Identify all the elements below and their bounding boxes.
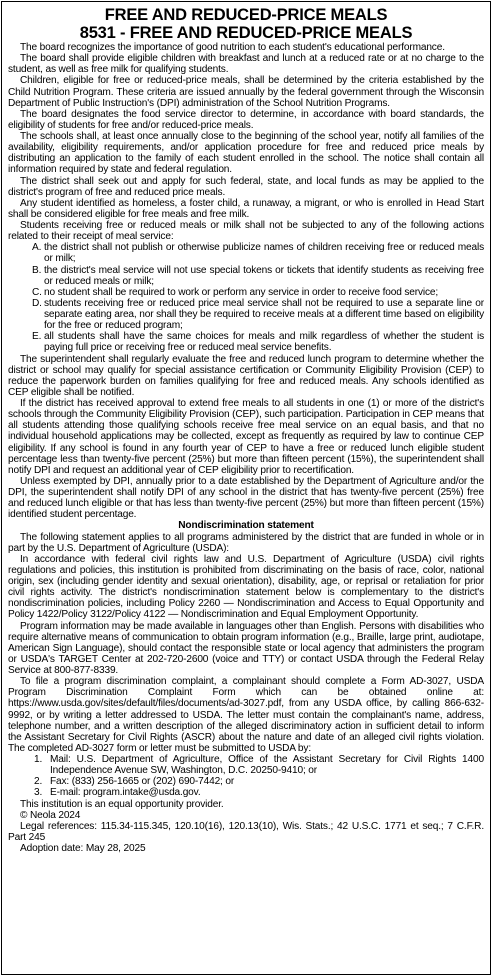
adoption-date: Adoption date: May 28, 2025	[20, 843, 146, 854]
paragraph: The schools shall, at least once annually close to the beginning of the school year, notify all families of the availability, eligibility requirements, and/or application procedure for free and reduced price meals by distributing an application to the family of each student enrolled in the school. The notice shall contain all information required by state and federal regulation.	[8, 131, 484, 176]
notice-body	[8, 42, 484, 854]
list-item-label: E.	[32, 331, 42, 343]
paragraph: The superintendent shall regularly evaluate the free and reduced lunch program to determine whether the district or school may qualify for special assistance certification or Community Eligibility Provision (CEP) to reduce the paperwork burden on families qualifying for free and reduced meals. Any schools identified as CEP eligible shall be notified.	[8, 353, 484, 398]
equal-opportunity-statement: This institution is an equal opportunity provider.	[20, 798, 224, 810]
list-item-label: B.	[32, 264, 42, 276]
paragraph: Students receiving free or reduced meals or milk shall not be subjected to any of the following actions related to their receipt of meal service:	[8, 220, 484, 243]
paragraph-group-2	[8, 354, 484, 521]
list-item	[34, 787, 484, 798]
list-item-text: the district shall not publish or otherwise publicize names of children receiving free or reduced meals or milk;	[44, 242, 484, 265]
paragraph: Any student identified as homeless, a foster child, a runaway, a migrant, or who is enrolled in Head Start shall be considered eligible for free meals and free milk.	[8, 197, 484, 220]
list-item-text: Fax: (833) 256-1665 or (202) 690-7442; or	[50, 776, 235, 788]
policy-title: 8531 - FREE AND REDUCED-PRICE MEALS	[79, 24, 413, 42]
paragraph: To file a program discrimination complaint, a complainant should complete a Form AD-3027, USDA Program Discrimination Complaint Form which can be obtained online at: https://www.usda.gov/sites/default/files/documents/ad-3027.pdf, from any USDA office, by calling 866-632-9992, or by writing a letter addressed to USDA. The letter must contain the complainant's name, address, telephone number, and a written description of the alleged discriminatory action in sufficient detail to inform the Assistant Secretary for Civil Rights (ASCR) about the nature and date of an alleged civil rights violation. The completed AD-3027 form or letter must be submitted to USDA by:	[8, 676, 484, 754]
paragraph: Program information may be made available in languages other than English. Persons with disabilities who require alternative means of communication to obtain program information (e.g., Braille, large print, audiotape, American Sign Language), should contact the responsible state or local agency that administers the program or USDA's TARGET Center at 202-720-2600 (voice and TTY) or contact USDA through the Federal Relay Service at 800-877-8339.	[8, 620, 484, 676]
list-item-text: E-mail: program.intake@usda.gov.	[50, 787, 201, 799]
list-item	[32, 265, 484, 287]
list-item-text: students receiving free or reduced price meal service shall not be required to use a separate line or separate eating area, nor shall they be required to receive meals at a different time based on eligibility for the free or reduced program;	[44, 297, 484, 332]
paragraph: The board designates the food service director to determine, in accordance with board standards, the eligibility of students for free and/or reduced-price meals.	[8, 108, 484, 131]
nondiscrimination-heading: Nondiscrimination statement	[178, 520, 314, 532]
paragraph-group-1	[8, 42, 484, 242]
copyright: © Neola 2024	[20, 809, 81, 821]
paragraph: The district shall seek out and apply for such federal, state, and local funds as may be applied to the district's program of free and reduced price meals.	[8, 175, 484, 198]
list-item-label: 1.	[34, 754, 43, 765]
paragraph: Children, eligible for free or reduced-price meals, shall be determined by the criteria established by the Child Nutrition Program. These criteria are issued annually by the federal government through the Wisconsin Department of Public Instruction's (DPI) administration of the School Nutrition Programs.	[8, 75, 484, 109]
list-item	[32, 331, 484, 353]
list-item	[32, 287, 484, 298]
paragraph-group-3	[8, 532, 484, 755]
list-item-text: Mail: U.S. Department of Agriculture, Office of the Assistant Secretary for Civil Rights 1400 Independence Avenue SW, Washington, D.C. 20250-9410; or	[50, 754, 484, 777]
list-item-label: 3.	[34, 787, 43, 799]
actions-list	[8, 242, 484, 353]
list-item	[32, 298, 484, 331]
legal-references: Legal references: 115.34-115.345, 120.10(16), 120.13(10), Wis. Stats.; 42 U.S.C. 1771 et seq.; 7 C.F.R. Part 245	[8, 820, 484, 843]
paragraph: If the district has received approval to extend free meals to all students in one (1) or more of the district's schools through the Community Eligibility Provision (CEP), such participation. Participation in CEP means that all students attending those qualifying schools receive free meal service on an equal basis, and that no individual household applications may be collected, except as frequently as required by law to continue CEP eligibility. If any school is found in any fourth year of CEP to have a free or reduced lunch eligible student percentage less than twenty-five percent (25%) but more than fifteen percent (15%), the superintendent shall notify DPI and request an additional year of CEP eligibility prior to recertification.	[8, 398, 484, 476]
list-item-label: D.	[32, 297, 42, 309]
legal-notice	[1, 1, 491, 975]
list-item-label: 2.	[34, 776, 43, 788]
list-item-text: no student shall be required to work or perform any service in order to receive food service;	[44, 286, 439, 298]
paragraph: The following statement applies to all programs administered by the district that are funded in whole or in part by the U.S. Department of Agriculture (USDA):	[8, 531, 484, 554]
paragraph: Unless exempted by DPI, annually prior to a date established by the Department of Agriculture and/or the DPI, the superintendent shall notify DPI of any school in the district that has twenty-five percent (25%) free and reduced lunch eligible or that has less than twenty-five percent (25%) but more than fifteen percent (15%) identified student percentage.	[8, 475, 484, 521]
list-item	[34, 754, 484, 776]
list-item-text: all students shall have the same choices for meals and milk regardless of whether the student is paying full price or receiving free or reduced meal service benefits.	[44, 331, 484, 354]
list-item	[32, 242, 484, 264]
paragraph: In accordance with federal civil rights law and U.S. Department of Agriculture (USDA) civil rights regulations and policies, this institution is prohibited from discriminating on the basis of race, color, national origin, sex (including gender identity and sexual orientation), disability, age, or reprisal or retaliation for prior civil rights activity. The district's nondiscrimination statement below is complementary to the district's nondiscrimination policies, including Policy 2260 — Nondiscrimination and Access to Equal Opportunity and Policy 1422/Policy 3122/Policy 4122 — Nondiscrimination and Equal Employment Opportunity.	[8, 553, 484, 621]
paragraph: The board recognizes the importance of good nutrition to each student's educational performance.	[20, 42, 445, 53]
list-item	[34, 776, 484, 787]
paragraph: The board shall provide eligible children with breakfast and lunch at a reduced rate or at no charge to the student, as well as free milk for qualifying students.	[8, 53, 484, 76]
list-item-label: C.	[32, 286, 42, 298]
list-item-text: the district's meal service will not use special tokens or tickets that identify students as receiving free or reduced meals or milk;	[44, 264, 484, 287]
submission-methods-list	[8, 754, 484, 799]
notice-title: FREE AND REDUCED-PRICE MEALS	[104, 6, 388, 24]
list-item-label: A.	[32, 242, 42, 254]
